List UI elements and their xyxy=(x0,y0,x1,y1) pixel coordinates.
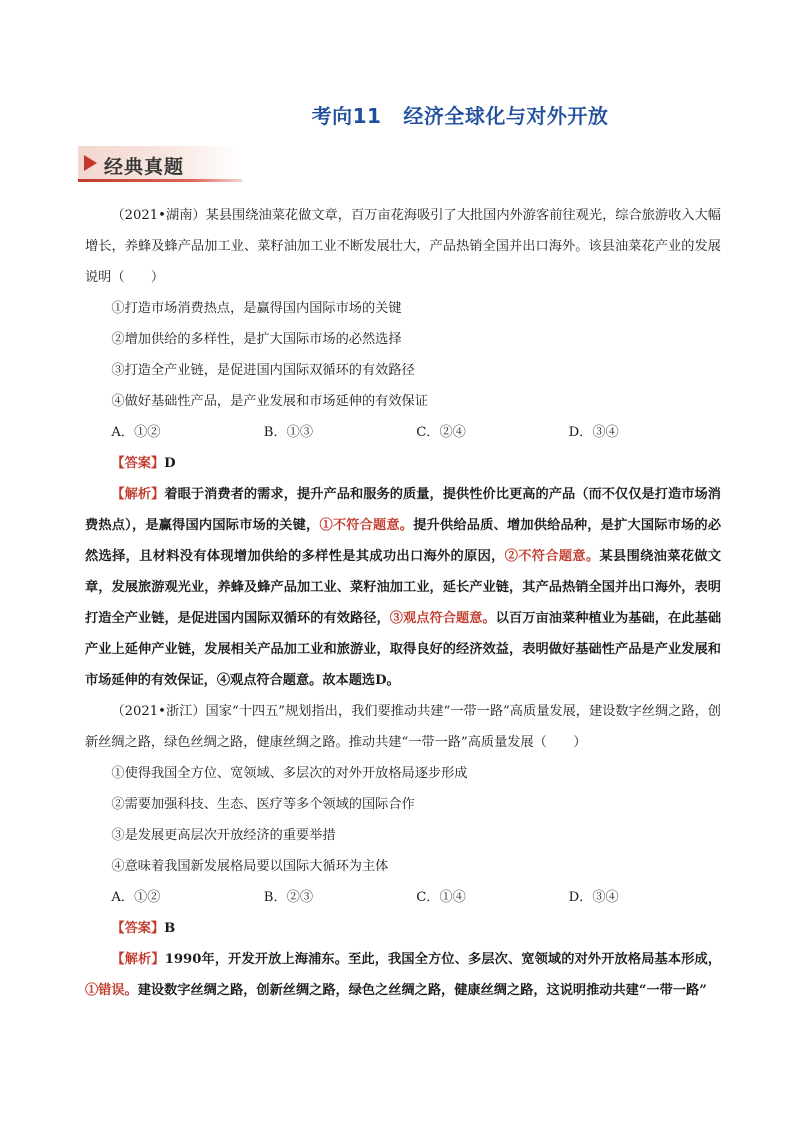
choice-d: D．③④ xyxy=(568,890,619,905)
answer-label: 【答案】 xyxy=(111,456,165,471)
analysis-label: 【解析】 xyxy=(111,952,165,967)
analysis-text: 提升供给品质、增加供给品种，是扩大国际市场的必然选择，且材料没有体现增加供给的多样性是其成功出口海外的原因， xyxy=(85,518,722,564)
analysis-highlight: ③观点符合题意。 xyxy=(389,611,496,626)
choice-a: A．①② xyxy=(111,890,161,905)
question-1-analysis xyxy=(85,479,721,696)
question-2-stem: （2021•浙江）国家“十四五”规划指出，我们要推动共建“一带一路”高质量发展，建设数字丝绸之路，创新丝绸之路，绿色丝绸之路，健康丝绸之路。推动共建“一带一路”高质量发展（ ） xyxy=(85,704,721,750)
analysis-text: 建设数字丝绸之路，创新丝绸之路，绿色之丝绸之路，健康丝绸之路，这说明推动共建“一带一路” xyxy=(137,983,707,998)
question-content xyxy=(85,200,721,1006)
question-1-option: ①打造市场消费热点，是赢得国内国际市场的关键 xyxy=(111,301,402,316)
question-1-option: ③打造全产业链，是促进国内国际双循环的有效路径 xyxy=(111,363,415,378)
analysis-highlight: ①不符合题意。 xyxy=(319,518,414,533)
analysis-text: 1990年，开发开放上海浦东。至此，我国全方位、多层次、宽领域的对外开放格局基本形成， xyxy=(164,952,722,967)
question-2-option: ①使得我国全方位、宽领域、多层次的对外开放格局逐步形成 xyxy=(111,766,468,781)
title-number: 考向11 xyxy=(311,104,382,128)
choice-c: C．①④ xyxy=(416,890,466,905)
answer-value: B xyxy=(164,921,176,936)
question-2-choices xyxy=(85,882,721,913)
question-2-option: ③是发展更高层次开放经济的重要举措 xyxy=(111,828,336,843)
question-1-stem: （2021•湖南）某县围绕油菜花做文章，百万亩花海吸引了大批国内外游客前往观光，综合旅游收入大幅增长，养蜂及蜂产品加工业、菜籽油加工业不断发展壮大，产品热销全国并出口海外。该县油菜花产业的发展说明（ ） xyxy=(85,208,721,285)
choice-a: A．①② xyxy=(111,425,161,440)
analysis-highlight: ①错误。 xyxy=(85,983,138,998)
analysis-text: 以百万亩油菜种植业为基础，在此基础产业上延伸产业链，发展相关产品加工业和旅游业，取得良好的经济效益，表明做好基础性产品是产业发展和市场延伸的有效保证，④观点符合题意。故本题选D。 xyxy=(85,611,722,688)
question-2-answer xyxy=(85,913,721,944)
question-2-option: ④意味着我国新发展格局要以国际大循环为主体 xyxy=(111,859,389,874)
section-label: 经典真题 xyxy=(104,156,185,178)
answer-label: 【答案】 xyxy=(111,921,165,936)
choice-b: B．②③ xyxy=(263,890,314,905)
question-2-option: ②需要加强科技、生态、医疗等多个领域的国际合作 xyxy=(111,797,415,812)
question-1-option: ④做好基础性产品，是产业发展和市场延伸的有效保证 xyxy=(111,394,428,409)
answer-value: D xyxy=(164,456,176,471)
choice-d: D．③④ xyxy=(568,425,619,440)
question-1-choices xyxy=(85,417,721,448)
analysis-text: 某县围绕油菜花做文章，发展旅游观光业，养蜂及蜂产品加工业、菜籽油加工业，延长产业链，其产品热销全国并出口海外，表明打造全产业链，是促进国内国际双循环的有效路径， xyxy=(85,549,722,626)
title-text: 经济全球化与对外开放 xyxy=(403,104,609,128)
choice-b: B．①③ xyxy=(263,425,314,440)
section-underline xyxy=(78,179,242,182)
question-2-analysis xyxy=(85,944,721,1006)
arrow-icon xyxy=(84,155,97,171)
page-title xyxy=(0,100,794,129)
analysis-label: 【解析】 xyxy=(111,487,165,502)
question-1-option: ②增加供给的多样性，是扩大国际市场的必然选择 xyxy=(111,332,402,347)
choice-c: C．②④ xyxy=(416,425,466,440)
question-1-answer xyxy=(85,448,721,479)
analysis-text: 着眼于消费者的需求，提升产品和服务的质量，提供性价比更高的产品（而不仅仅是打造市场消费热点），是赢得国内国际市场的关键， xyxy=(85,487,721,533)
analysis-highlight: ②不符合题意。 xyxy=(504,549,600,564)
section-header xyxy=(78,146,242,182)
